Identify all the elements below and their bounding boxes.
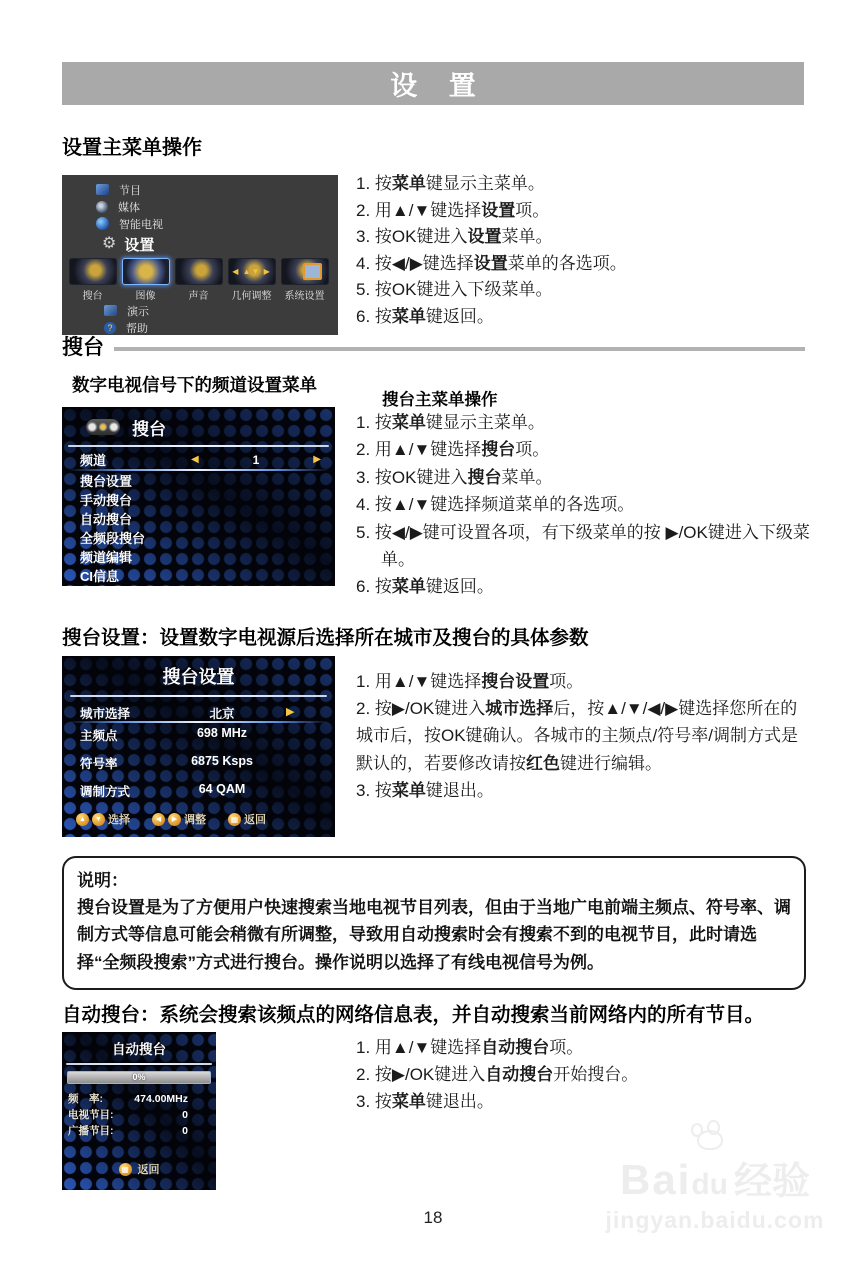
menu-item-settings-selected xyxy=(62,232,338,256)
menu-row-label: CI信息 xyxy=(80,569,120,584)
screen-key-hints xyxy=(76,811,266,827)
watermark-url: jingyan.baidu.com xyxy=(605,1207,825,1233)
menu-row-label: 搜台设置 xyxy=(80,474,133,489)
tile-picture: 图像 xyxy=(119,258,172,302)
menu-item-label: 设置 xyxy=(124,236,155,254)
menu-row-label: 手动搜台 xyxy=(80,493,133,508)
gear-icon: ⚙ xyxy=(102,235,117,252)
setting-value: 698 MHz xyxy=(196,726,248,740)
channel-label: 频道 xyxy=(80,453,107,468)
search-tile-icon xyxy=(69,258,117,285)
step: 4. 按▲/▼键选择频道菜单的各选项。 xyxy=(356,495,635,515)
arrow-up-key-icon xyxy=(76,813,89,826)
step: 3. 按菜单键退出。 xyxy=(356,780,494,800)
section4-heading: 自动搜台：系统会搜索该频点的网络信息表，并自动搜索当前网络内的所有节目。 xyxy=(62,1004,765,1026)
sound-tile-icon xyxy=(175,258,223,285)
settings-submenu-tiles xyxy=(62,256,338,302)
step: 1. 用▲/▼键选择搜台设置项。 xyxy=(356,672,584,691)
info-label: 广播节目: xyxy=(68,1125,114,1137)
menu-item-smart-tv xyxy=(62,215,338,232)
search-settings-steps-list xyxy=(356,668,814,804)
setting-row-modulation xyxy=(62,779,335,807)
page-header-bar xyxy=(62,62,804,105)
menu-row xyxy=(62,509,335,528)
note-title: 说明： xyxy=(77,871,128,890)
section-rule xyxy=(114,347,805,351)
step: 3. 按OK键进入设置菜单。 xyxy=(356,227,553,247)
info-value: 474.00MHz xyxy=(134,1092,188,1105)
tile-geometry: ◀ ▲▼ ▶ 几何调整 xyxy=(225,258,278,302)
step: 5. 按◀/▶键可设置各项，有下级菜单的按 ▶/OK键进入下级菜单。 xyxy=(356,522,810,570)
menu-row-label: 全频段搜台 xyxy=(80,531,146,546)
screen-title: 自动搜台 xyxy=(112,1042,166,1057)
separator-line xyxy=(70,695,327,697)
channel-row xyxy=(62,450,335,469)
arrow-left-key-icon xyxy=(152,813,165,826)
hint-label: 选择 xyxy=(108,814,130,826)
channel-value: 1 xyxy=(252,452,260,467)
step: 6. 按菜单键返回。 xyxy=(356,306,494,326)
return-key-icon xyxy=(228,813,241,826)
tile-search: 搜台 xyxy=(66,258,119,302)
setting-label: 主频点 xyxy=(80,729,118,743)
info-value: 0 xyxy=(182,1108,188,1121)
section2-header xyxy=(62,334,805,362)
info-label: 频 率: xyxy=(68,1093,103,1105)
section2-title: 搜台 xyxy=(62,336,104,359)
setting-value: 北京 xyxy=(209,707,235,721)
question-icon xyxy=(104,322,116,334)
menu-item-label: 节目 xyxy=(119,184,141,197)
info-value: 0 xyxy=(182,1124,188,1137)
step: 3. 按菜单键退出。 xyxy=(356,1092,494,1112)
channel-stepper xyxy=(191,453,335,467)
search-steps-list xyxy=(356,409,812,601)
monitor-icon xyxy=(104,305,117,316)
separator-line xyxy=(66,1063,212,1065)
arrow-right-icon: ▶ xyxy=(286,706,295,718)
paw-icon xyxy=(697,1130,723,1150)
setting-row-symbol-rate xyxy=(62,751,335,779)
setting-label: 调制方式 xyxy=(80,785,131,799)
section2-subheading: 数字电视信号下的频道设置菜单 xyxy=(72,375,317,395)
picture-tile-icon xyxy=(122,258,170,285)
menu-item-label: 智能电视 xyxy=(119,218,163,231)
geometry-arrows-icon xyxy=(228,258,276,285)
auto-search-info-rows xyxy=(62,1091,216,1139)
select-hint xyxy=(76,811,130,827)
hint-label: 返回 xyxy=(244,814,266,826)
watermark-brand xyxy=(585,1150,845,1205)
info-label: 电视节目: xyxy=(68,1109,114,1121)
monitor-icon xyxy=(281,258,329,285)
arrow-right-icon: ▶ xyxy=(313,454,321,465)
brand-text: Bai xyxy=(619,1156,692,1203)
auto-search-screenshot xyxy=(62,1032,216,1190)
auto-search-steps-list xyxy=(356,1034,812,1116)
info-row-frequency xyxy=(68,1091,210,1107)
setting-label: 城市选择 xyxy=(80,707,131,721)
menu-row xyxy=(62,566,335,585)
menu-item-label: 媒体 xyxy=(118,201,140,214)
tape-reel-icon xyxy=(86,419,120,435)
step: 1. 按菜单键显示主菜单。 xyxy=(356,174,545,193)
step: 4. 按◀/▶键选择设置菜单的各选项。 xyxy=(356,253,627,273)
step: 5. 按OK键进入下级菜单。 xyxy=(356,280,553,300)
step: 6. 按菜单键返回。 xyxy=(356,577,494,597)
section1-title: 设置主菜单操作 xyxy=(62,137,202,159)
return-key-icon xyxy=(119,1163,132,1176)
setting-row-frequency xyxy=(62,723,335,751)
main-menu-screenshot xyxy=(62,175,338,335)
search-menu-rows xyxy=(62,450,335,585)
arrow-down-key-icon xyxy=(92,813,105,826)
hint-label: 返回 xyxy=(137,1164,160,1176)
back-hint xyxy=(228,811,266,827)
info-row-tv-programs xyxy=(68,1107,210,1123)
separator-line xyxy=(68,445,329,447)
menu-item-demo xyxy=(62,302,338,319)
step: 3. 按OK键进入搜台菜单。 xyxy=(356,467,553,487)
arrow-left-icon: ◀ xyxy=(191,454,199,465)
back-hint xyxy=(62,1161,216,1177)
arrow-right-key-icon xyxy=(168,813,181,826)
setting-value: 64 QAM xyxy=(198,782,246,796)
setting-row-city xyxy=(62,701,335,721)
brand-text: du xyxy=(691,1168,728,1201)
menu-row xyxy=(62,528,335,547)
menu-row xyxy=(62,547,335,566)
page-title: 设 置 xyxy=(390,71,488,101)
search-menu-titlebar xyxy=(62,407,335,442)
step: 1. 用▲/▼键选择自动搜台项。 xyxy=(356,1038,584,1057)
menu-item-label: 帮助 xyxy=(126,322,148,335)
step: 1. 按菜单键显示主菜单。 xyxy=(356,413,545,432)
screen-title: 搜台设置 xyxy=(162,667,235,687)
setting-label: 符号率 xyxy=(80,757,118,771)
tile-sound: 声音 xyxy=(172,258,225,302)
screen-title: 搜台 xyxy=(132,419,166,439)
menu-row-label: 自动搜台 xyxy=(80,512,133,527)
step: 2. 用▲/▼键选择设置项。 xyxy=(356,200,550,220)
progress-value: 0% xyxy=(132,1072,146,1082)
menu-item-program xyxy=(62,181,338,198)
settings-steps-list xyxy=(356,171,808,331)
note-box xyxy=(62,856,806,990)
section2-ops-title: 搜台主菜单操作 xyxy=(382,391,498,409)
setting-value: 6875 Ksps xyxy=(191,754,253,768)
step: 2. 用▲/▼键选择搜台项。 xyxy=(356,440,550,460)
film-reel-icon xyxy=(96,201,108,213)
menu-item-label: 演示 xyxy=(127,305,149,318)
search-menu-screenshot xyxy=(62,407,335,586)
tv-icon xyxy=(96,184,109,195)
menu-row-label: 频道编辑 xyxy=(80,550,133,565)
brand-text-cn: 经验 xyxy=(734,1161,811,1203)
globe-icon xyxy=(96,217,109,230)
page-number: 18 xyxy=(423,1208,443,1227)
section3-heading: 搜台设置：设置数字电视源后选择所在城市及搜台的具体参数 xyxy=(62,627,589,649)
menu-row xyxy=(62,471,335,490)
progress-bar xyxy=(67,1071,211,1084)
adjust-hint xyxy=(152,811,206,827)
search-settings-screenshot xyxy=(62,656,335,837)
menu-item-media xyxy=(62,198,338,215)
step: 2. 按▶/OK键进入城市选择后，按▲/▼/◀/▶键选择您所在的城市后，按OK键确认。各城市的主频点/符号率/调制方式是默认的，若要修改请按红色键进行编辑。 xyxy=(356,699,799,773)
note-body: 搜台设置是为了方便用户快速搜索当地电视节目列表，但由于当地广电前端主频点、符号率、调制方式等信息可能会稍微有所调整，导致用自动搜索时会有搜索不到的电视节目，此时请选择“全频段搜索”方式进行搜台。操作说明以选择了有线电视信号为例。 xyxy=(77,898,791,972)
step: 2. 按▶/OK键进入自动搜台开始搜台。 xyxy=(356,1065,639,1085)
baidu-watermark xyxy=(585,1150,845,1234)
hint-label: 调整 xyxy=(184,814,206,826)
menu-row xyxy=(62,490,335,509)
info-row-radio-programs xyxy=(68,1123,210,1139)
tile-system: 系统设置 xyxy=(278,258,331,302)
